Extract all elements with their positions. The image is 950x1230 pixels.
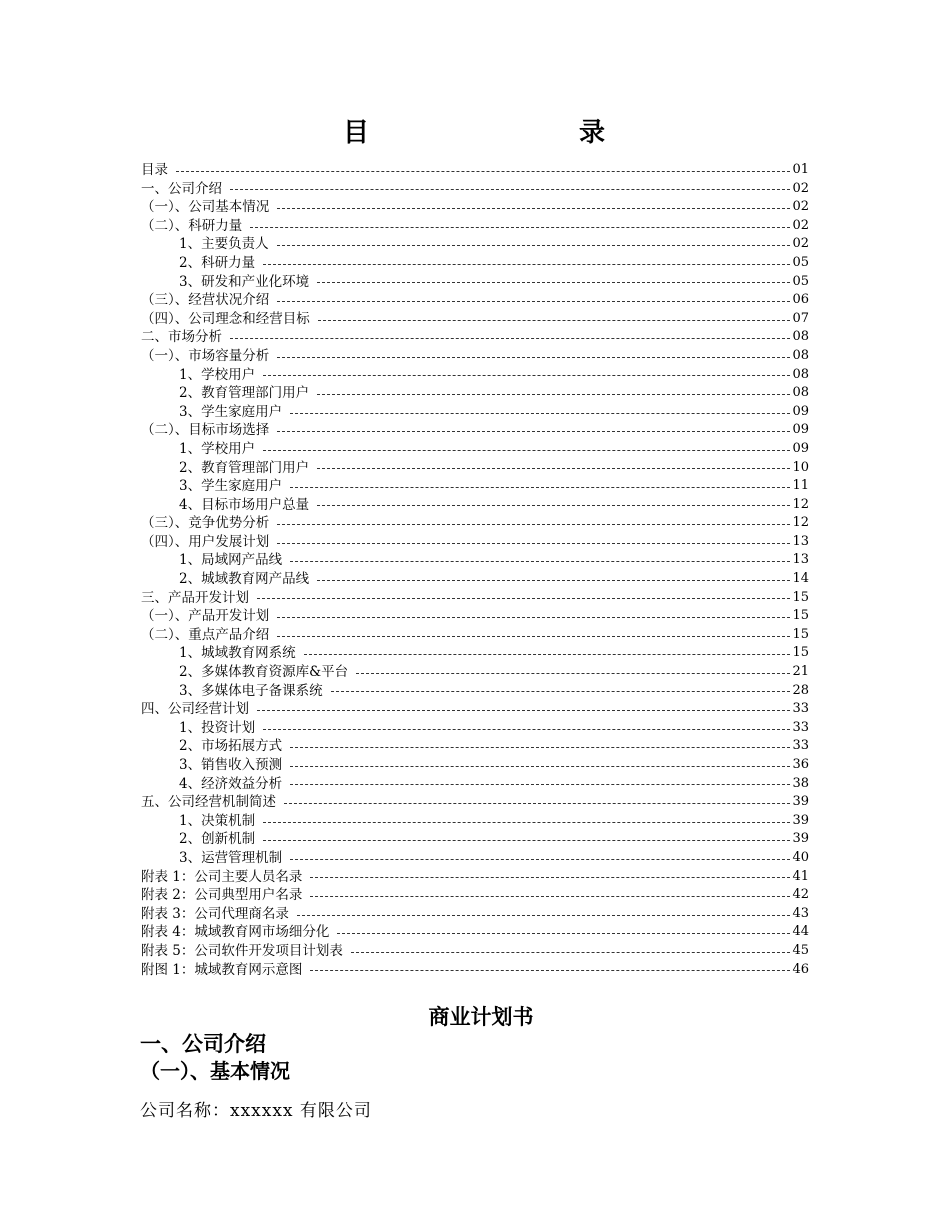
toc-entry[interactable] [141, 459, 809, 478]
toc-entry[interactable] [141, 942, 809, 961]
toc-leader-line [277, 524, 790, 525]
toc-entry-page: 21 [792, 664, 809, 680]
toc-leader-line [277, 636, 790, 637]
toc-leader-line [318, 320, 791, 321]
toc-entry-page: 02 [792, 180, 809, 196]
toc-entry-page: 09 [792, 403, 809, 419]
toc-entry[interactable] [141, 589, 809, 608]
toc-entry-label: 3、运营管理机制 [179, 849, 283, 866]
toc-leader-line [356, 673, 790, 674]
toc-title [0, 112, 950, 152]
toc-entry[interactable] [141, 812, 809, 831]
toc-entry-label: （一）、公司基本情况 [141, 199, 270, 216]
toc-entry-label: 2、教育管理部门用户 [179, 459, 310, 476]
toc-leader-line [277, 431, 790, 432]
toc-entry-label: 2、创新机制 [179, 831, 256, 848]
toc-entry[interactable] [141, 886, 809, 905]
toc-leader-line [290, 859, 790, 860]
toc-entry-page: 36 [792, 757, 809, 772]
toc-entry-label: 1、城域教育网系统 [179, 645, 296, 662]
toc-entry-page: 13 [792, 533, 809, 549]
toc-entry-label: （四）、公司理念和经营目标 [141, 310, 310, 327]
toc-entry[interactable] [141, 607, 809, 626]
toc-leader-line [263, 840, 790, 841]
toc-entry-label: （一）、产品开发计划 [141, 608, 270, 625]
toc-entry-page: 39 [792, 831, 809, 847]
toc-entry[interactable] [141, 217, 809, 236]
toc-leader-line [176, 171, 790, 172]
toc-leader-line [304, 654, 791, 655]
toc-entry[interactable] [141, 682, 809, 701]
toc-leader-line [277, 208, 790, 209]
toc-entry-label: 二、市场分析 [141, 329, 222, 346]
toc-leader-line [290, 487, 790, 488]
toc-entry[interactable] [141, 961, 809, 980]
toc-entry-label: 3、多媒体电子备课系统 [179, 682, 323, 699]
toc-entry-page: 05 [792, 273, 809, 289]
toc-entry[interactable] [141, 514, 809, 533]
toc-entry[interactable] [141, 403, 809, 422]
toc-entry[interactable] [141, 291, 809, 310]
toc-leader-line [331, 691, 791, 692]
toc-entry-label: 四、公司经营计划 [141, 701, 249, 718]
toc-leader-line [310, 970, 790, 971]
toc-entry-label: 三、产品开发计划 [141, 589, 249, 606]
toc-leader-line [263, 729, 790, 730]
toc-leader-line [337, 933, 790, 934]
toc-entry[interactable] [141, 663, 809, 682]
toc-entry-label: （二）、目标市场选择 [141, 422, 270, 439]
toc-entry-label: 1、局域网产品线 [179, 552, 283, 569]
toc-entry-page: 12 [792, 515, 809, 531]
toc-entry-page: 08 [792, 329, 809, 345]
toc-entry-page: 01 [792, 162, 809, 177]
toc-entry-label: 2、科研力量 [179, 254, 256, 271]
toc-entry[interactable] [141, 235, 809, 254]
toc-leader-line [317, 394, 790, 395]
toc-entry-page: 12 [792, 496, 809, 512]
toc-entry[interactable] [141, 793, 809, 812]
toc-entry[interactable] [141, 421, 809, 440]
toc-entry-label: 附表 1：公司主要人员名录 [141, 868, 303, 885]
toc-leader-line [230, 338, 790, 339]
toc-entry[interactable] [141, 180, 809, 199]
toc-entry[interactable] [141, 700, 809, 719]
toc-entry-label: 五、公司经营机制简述 [141, 794, 276, 811]
toc-title-char-2: 录 [579, 118, 606, 148]
toc-entry[interactable] [141, 254, 809, 273]
toc-entry-label: 2、多媒体教育资源库&平台 [179, 664, 349, 681]
toc-entry[interactable] [141, 310, 809, 329]
toc-entry-label: 附表 2：公司典型用户名录 [141, 887, 303, 904]
toc-leader-line [317, 282, 790, 283]
toc-entry[interactable] [141, 347, 809, 366]
toc-entry[interactable] [141, 868, 809, 887]
toc-entry-page: 08 [792, 347, 809, 363]
toc-entry-page: 33 [792, 738, 809, 754]
toc-entry-page: 42 [792, 887, 809, 903]
toc-entry-label: 1、主要负责人 [179, 236, 269, 253]
toc-entry-page: 08 [792, 385, 809, 401]
toc-entry[interactable] [141, 273, 809, 292]
toc-entry-page: 05 [792, 254, 809, 270]
toc-entry-page: 39 [792, 794, 809, 810]
toc-entry-label: （三）、经营状况介绍 [141, 292, 270, 309]
toc-leader-line [290, 766, 790, 767]
toc-entry-label: （四）、用户发展计划 [141, 533, 270, 550]
toc-entry-page: 02 [792, 217, 809, 233]
toc-entry-label: （一）、市场容量分析 [141, 347, 270, 364]
toc-entry-page: 15 [792, 626, 809, 642]
toc-entry[interactable] [141, 849, 809, 868]
toc-entry[interactable] [141, 477, 809, 496]
toc-entry-label: 2、市场拓展方式 [179, 738, 283, 755]
toc-entry-label: 一、公司介绍 [141, 180, 222, 197]
toc-entry-page: 11 [792, 478, 809, 494]
toc-entry-label: 目录 [141, 162, 168, 178]
toc-entry[interactable] [141, 737, 809, 756]
toc-entry-page: 02 [792, 199, 809, 215]
toc-entry-label: 附表 4：城域教育网市场细分化 [141, 924, 330, 941]
toc-entry[interactable] [141, 496, 809, 515]
toc-entry-label: 1、学校用户 [179, 440, 256, 457]
toc-entry-page: 43 [792, 905, 809, 921]
toc-entry[interactable] [141, 161, 809, 180]
toc-entry-page: 02 [792, 236, 809, 252]
toc-entry-page: 28 [792, 682, 809, 698]
toc-entry-label: 1、决策机制 [179, 812, 256, 829]
toc-entry-page: 33 [792, 701, 809, 717]
toc-leader-line [290, 413, 790, 414]
toc-title-char-1: 目 [343, 118, 370, 148]
toc-entry[interactable] [141, 384, 809, 403]
toc-leader-line [257, 710, 790, 711]
toc-leader-line [277, 617, 790, 618]
toc-entry-label: 4、经济效益分析 [179, 775, 283, 792]
toc-entry-page: 13 [792, 552, 809, 568]
toc-entry[interactable] [141, 644, 809, 663]
toc-entry[interactable] [141, 719, 809, 738]
toc-entry[interactable] [141, 756, 809, 775]
toc-leader-line [310, 877, 790, 878]
toc-entry-label: 附图 1：城域教育网示意图 [141, 961, 303, 978]
toc-entry-label: （三）、竞争优势分析 [141, 515, 270, 532]
toc-leader-line [290, 561, 790, 562]
toc-entry-label: 3、销售收入预测 [179, 757, 283, 773]
toc-entry[interactable] [141, 626, 809, 645]
toc-entry-page: 09 [792, 422, 809, 438]
toc-entry[interactable] [141, 570, 809, 589]
section-heading: 一、公司介绍 [140, 1032, 266, 1056]
toc-entry[interactable] [141, 366, 809, 385]
toc-entry-label: 2、教育管理部门用户 [179, 385, 310, 402]
toc-entry-page: 15 [792, 608, 809, 624]
toc-entry-label: 附表 5：公司软件开发项目计划表 [141, 942, 343, 959]
toc-entry-page: 06 [792, 292, 809, 308]
toc-leader-line [317, 580, 790, 581]
toc-entry[interactable] [141, 198, 809, 217]
toc-entry[interactable] [141, 830, 809, 849]
toc-leader-line [284, 803, 790, 804]
toc-entry-label: 1、投资计划 [179, 719, 256, 736]
toc-leader-line [230, 189, 790, 190]
toc-leader-line [277, 245, 791, 246]
toc-leader-line [263, 375, 790, 376]
toc-entry-page: 15 [792, 589, 809, 605]
toc-entry-page: 10 [792, 459, 809, 475]
toc-entry-label: 1、学校用户 [179, 366, 256, 383]
toc-entry-label: 附表 3：公司代理商名录 [141, 905, 289, 922]
toc-entry-label: 3、研发和产业化环境 [179, 273, 310, 290]
toc-entry-page: 15 [792, 645, 809, 661]
toc-leader-line [317, 505, 790, 506]
toc-entry-label: 3、学生家庭用户 [179, 478, 283, 495]
toc-entry-label: 3、学生家庭用户 [179, 403, 283, 420]
toc-leader-line [290, 784, 790, 785]
toc-leader-line [290, 747, 790, 748]
toc-entry[interactable] [141, 551, 809, 570]
toc-entry[interactable] [141, 533, 809, 552]
subsection-heading: （一）、基本情况 [140, 1059, 290, 1083]
toc-leader-line [297, 915, 791, 916]
toc-entry-page: 46 [792, 961, 809, 977]
table-of-contents [141, 161, 809, 979]
toc-entry-page: 40 [792, 849, 809, 865]
toc-entry-page: 38 [792, 775, 809, 791]
company-name-line: 公司名称：xxxxxx 有限公司 [140, 1101, 372, 1121]
toc-entry-page: 44 [792, 924, 809, 940]
toc-leader-line [317, 468, 790, 469]
toc-entry-page: 07 [792, 310, 809, 326]
toc-leader-line [277, 301, 790, 302]
toc-entry[interactable] [141, 905, 809, 924]
toc-leader-line [263, 450, 790, 451]
toc-leader-line [277, 357, 790, 358]
toc-entry[interactable] [141, 923, 809, 942]
toc-entry-page: 39 [792, 812, 809, 828]
toc-leader-line [263, 264, 790, 265]
toc-entry-label: （二）、重点产品介绍 [141, 626, 270, 643]
toc-entry-page: 14 [792, 571, 809, 587]
toc-leader-line [257, 598, 790, 599]
document-title: 商业计划书 [428, 1005, 534, 1029]
toc-entry-page: 33 [792, 719, 809, 735]
toc-entry-page: 41 [792, 868, 809, 884]
toc-leader-line [277, 543, 790, 544]
toc-entry-label: （二）、科研力量 [141, 217, 243, 234]
toc-leader-line [351, 952, 791, 953]
toc-entry-page: 45 [792, 942, 809, 958]
toc-entry-page: 08 [792, 366, 809, 382]
toc-entry[interactable] [141, 328, 809, 347]
toc-leader-line [263, 822, 790, 823]
toc-leader-line [250, 227, 790, 228]
toc-entry[interactable] [141, 775, 809, 794]
toc-entry-label: 2、城域教育网产品线 [179, 571, 310, 588]
toc-leader-line [310, 896, 790, 897]
toc-entry[interactable] [141, 440, 809, 459]
toc-entry-label: 4、目标市场用户总量 [179, 496, 310, 513]
toc-entry-page: 09 [792, 440, 809, 456]
